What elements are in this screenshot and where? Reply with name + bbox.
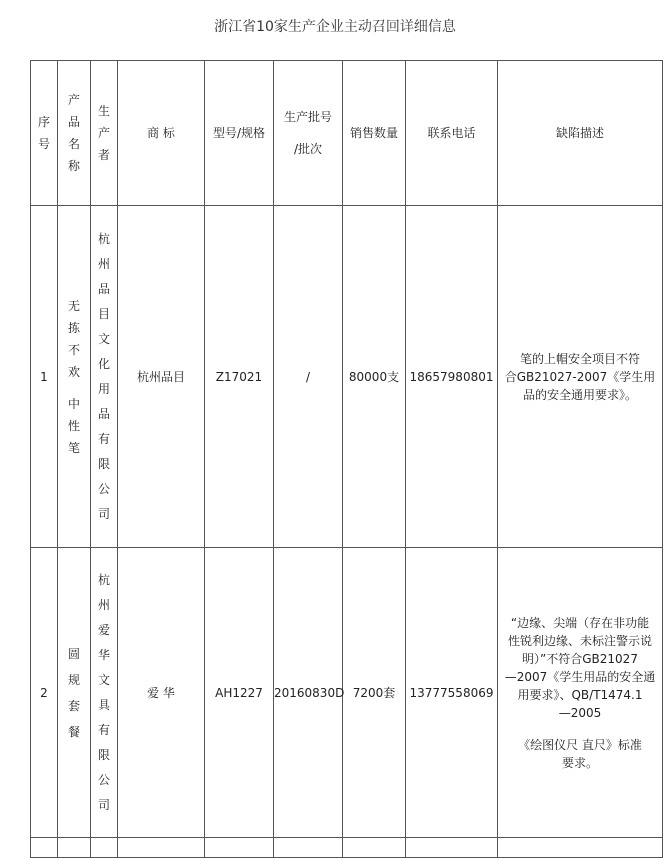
row-batch: /: [274, 206, 343, 548]
table-row: [31, 548, 663, 838]
header-batch: [274, 61, 343, 206]
table-row: [31, 206, 663, 548]
row-index: 1: [31, 206, 58, 548]
header-defect: 缺陷描述: [498, 61, 663, 206]
page-title: 浙江省10家生产企业主动召回详细信息: [214, 19, 456, 35]
row-product: 无拣不欢 中性笔: [58, 206, 91, 548]
header-index: 序号: [31, 61, 58, 206]
header-model: 型号/规格: [205, 61, 274, 206]
row-model: Z17021: [205, 206, 274, 548]
row-quantity: 80000支: [343, 206, 406, 548]
header-brand: 商 标: [118, 61, 205, 206]
row-phone: 18657980801: [406, 206, 498, 548]
row-phone: 13777558069: [406, 548, 498, 838]
row-product: 圆规套餐: [58, 548, 91, 838]
row-index: 2: [31, 548, 58, 838]
recall-table: [30, 60, 663, 858]
header-batch-line2: /批次: [293, 142, 323, 156]
header-batch-line1: 生产批号: [283, 110, 332, 124]
header-product: 产品名称: [58, 61, 91, 206]
row-defect: “边缘、尖端（存在非功能 性锐利边缘、未标注警示说 明）”不符合GB21027 —2007《学生用品的安全通 用要求》、QB/T1474.1 —2005 《绘图仪尺 直尺》标准 要求。: [498, 548, 663, 838]
row-brand: 爱 华: [118, 548, 205, 838]
header-phone: 联系电话: [406, 61, 498, 206]
row-batch: 20160830D: [274, 548, 343, 838]
header-maker: 生产者: [91, 61, 118, 206]
row-quantity: 7200套: [343, 548, 406, 838]
row-model: AH1227: [205, 548, 274, 838]
row-maker: 杭州爱华文具有限公司: [91, 548, 118, 838]
row-defect: 笔的上帽安全项目不符 合GB21027-2007《学生用 品的安全通用要求》。: [498, 206, 663, 548]
row-maker: 杭州品目文化用品有限公司: [91, 206, 118, 548]
table-header-row: [31, 61, 663, 206]
header-quantity: 销售数量: [343, 61, 406, 206]
row-brand: 杭州品目: [118, 206, 205, 548]
